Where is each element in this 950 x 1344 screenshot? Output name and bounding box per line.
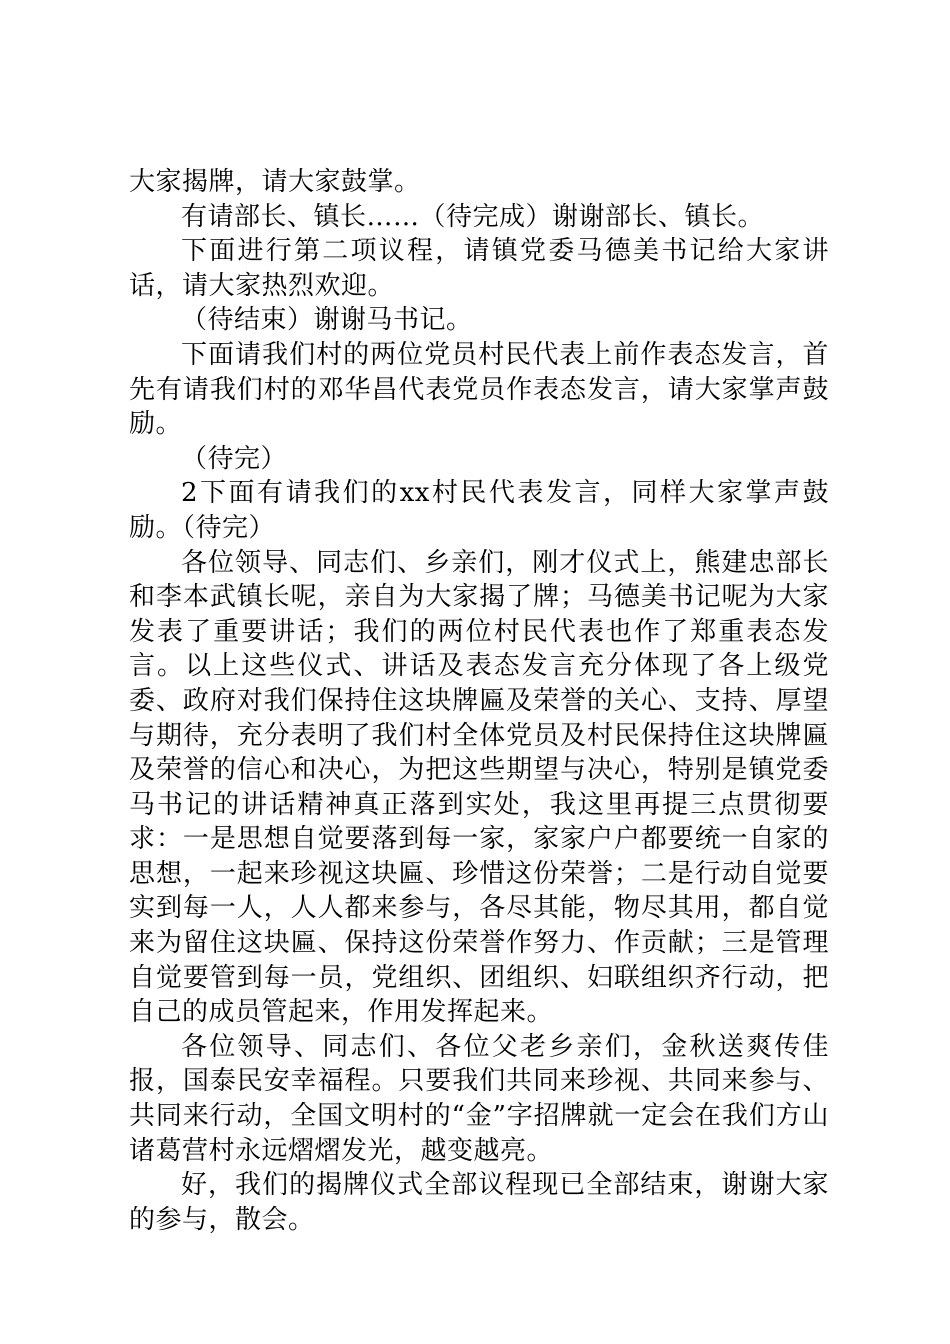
paragraph-thanks-secretary: （待结束）谢谢马书记。 <box>181 305 473 336</box>
paragraph-main-remarks: 各位领导、同志们、乡亲们，刚才仪式上，熊建忠部长和李本武镇长呢，亲自为大家揭了牌；马德美书记呢为大家发表了重要讲话；我们的两位村民代表也作了郑重表态发言。以上这些仪式、讲话及表态发言充分体现了各上级党委、政府对我们保持住这块牌匾及荣誉的关心、支持、厚望与期待，充分表明了我们村全体党员及村民保持住这块牌匾及荣誉的信心和决心，为把这些期望与决心，特别是镇党委马书记的讲话精神真正落到实处，我这里再提三点贯彻要求：一是思想自觉要落到每一家，家家户户都要统一自家的思想，一起来珍视这块匾、珍惜这份荣誉；二是行动自觉要实到每一人，人人都来参与，各尽其能，物尽其用，都自觉来为留住这块匾、保持这份荣誉作努力、作贡献；三是管理自觉要管到每一员，党组织、团组织、妇联组织齐行动，把自己的成员管起来，作用发挥起来。 <box>129 547 829 1028</box>
paragraph-autumn-blessing: 各位领导、同志们、各位父老乡亲们，金秋送爽传佳报，国泰民安幸福程。只要我们共同来珍视、共同来参与、共同来行动，全国文明村的“金”字招牌就一定会在我们方山诸葛营村永远熠熠发光，越变越亮。 <box>129 1031 829 1166</box>
document-body <box>129 165 829 1237</box>
paragraph-invite-minister: 有请部长、镇长……（待完成）谢谢部长、镇长。 <box>181 201 765 232</box>
paragraph-second-representative: 2下面有请我们的xx村民代表发言，同样大家掌声鼓励。（待完） <box>129 478 829 543</box>
paragraph-unveiling-applause: 大家揭牌，请大家鼓掌。 <box>129 167 421 197</box>
paragraph-pending-1: （待完） <box>181 443 288 474</box>
paragraph-closing: 好，我们的揭牌仪式全部议程现已全部结束，谢谢大家的参与，散会。 <box>129 1170 829 1235</box>
paragraph-second-agenda: 下面进行第二项议程，请镇党委马德美书记给大家讲话，请大家热烈欢迎。 <box>129 236 829 301</box>
paragraph-representatives-speech: 下面请我们村的两位党员村民代表上前作表态发言，首先有请我们村的邓华昌代表党员作表态发言，请大家掌声鼓励。 <box>129 339 829 440</box>
